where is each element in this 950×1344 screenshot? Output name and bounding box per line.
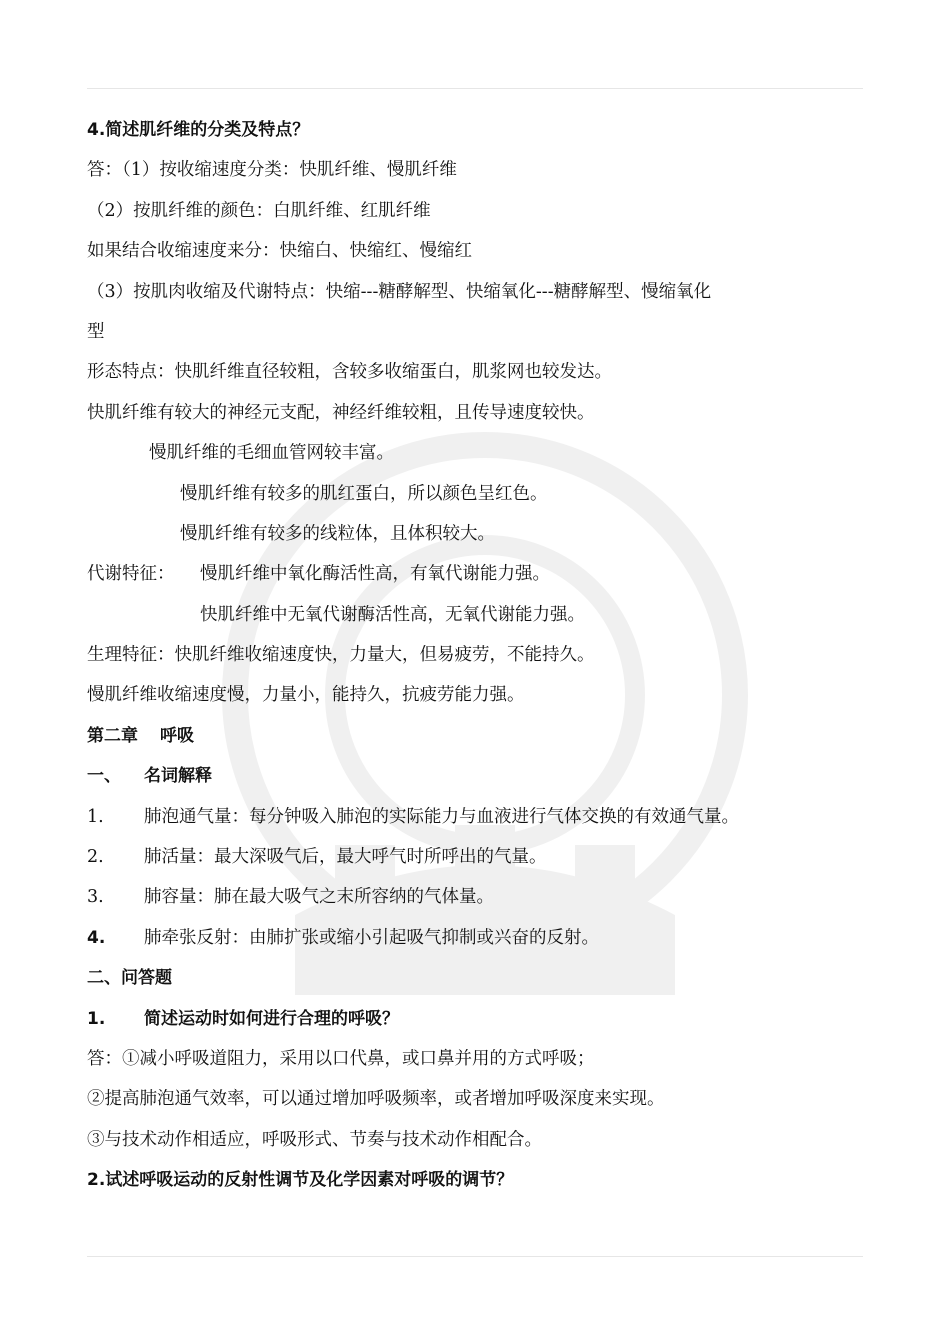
- morphology-line-3: 慢肌纤维的毛细血管网较丰富。: [149, 443, 394, 464]
- footer-rule: [87, 1256, 863, 1257]
- morphology-line-1: 形态特点：快肌纤维直径较粗，含较多收缩蛋白，肌浆网也较发达。: [87, 362, 612, 383]
- physiology-line-1: 生理特征：快肌纤维收缩速度快，力量大，但易疲劳，不能持久。: [87, 645, 595, 666]
- chapter-label: 第二章: [87, 725, 138, 746]
- term-item: [87, 918, 863, 958]
- q1-answer-line-3: ③与技术动作相适应，呼吸形式、节奏与技术动作相配合。: [87, 1129, 542, 1150]
- term-item: [87, 837, 863, 877]
- section-2-heading: 二、问答题: [87, 968, 172, 989]
- term-number: 4.: [87, 927, 106, 948]
- q1-answer-line-1: 答：①减小呼吸道阻力，采用以口代鼻，或口鼻并用的方式呼吸；: [87, 1048, 595, 1069]
- q4-answer-line-1: 答：（1）按收缩速度分类：快肌纤维、慢肌纤维: [87, 160, 457, 181]
- term-item: [87, 877, 863, 917]
- metabolism-text-1: 慢肌纤维中氧化酶活性高，有氧代谢能力强。: [200, 564, 550, 585]
- q4-answer-line-3: 如果结合收缩速度来分：快缩白、快缩红、慢缩红: [87, 241, 472, 262]
- chapter-title: 呼吸: [160, 725, 194, 746]
- metabolism-line-2: 快肌纤维中无氧代谢酶活性高，无氧代谢能力强。: [200, 604, 585, 625]
- q4-answer-line-4-cont: 型: [87, 321, 105, 342]
- section-1-title: 名词解释: [144, 766, 212, 787]
- term-text: 肺活量：最大深吸气后，最大呼气时所呼出的气量。: [144, 847, 547, 868]
- question-4-title: 4.简述肌纤维的分类及特点？: [87, 120, 310, 140]
- question-1-heading: [87, 999, 863, 1039]
- q1-answer-line-2: ②提高肺泡通气效率，可以通过增加呼吸频率，或者增加呼吸深度来实现。: [87, 1089, 665, 1110]
- chapter-heading: [87, 716, 863, 756]
- term-item: [87, 797, 863, 837]
- term-text: 肺牵张反射：由肺扩张或缩小引起吸气抑制或兴奋的反射。: [144, 927, 599, 948]
- question-2-title: 2.试述呼吸运动的反射性调节及化学因素对呼吸的调节？: [87, 1170, 514, 1191]
- section-1-heading: [87, 756, 863, 796]
- section-1-number: 一、: [87, 766, 121, 787]
- morphology-line-2: 快肌纤维有较大的神经元支配，神经纤维较粗，且传导速度较快。: [87, 402, 595, 423]
- q4-answer-line-2: （2）按肌纤维的颜色：白肌纤维、红肌纤维: [87, 200, 431, 221]
- question-1-number: 1.: [87, 1008, 106, 1029]
- header-rule: [87, 88, 863, 89]
- physiology-line-2: 慢肌纤维收缩速度慢，力量小，能持久，抗疲劳能力强。: [87, 685, 525, 706]
- term-number: 2.: [87, 847, 104, 868]
- term-number: 3.: [87, 887, 104, 908]
- term-text: 肺容量：肺在最大吸气之末所容纳的气体量。: [144, 887, 494, 908]
- document-body: [87, 110, 863, 1201]
- q4-answer-line-4: （3）按肌肉收缩及代谢特点：快缩---糖酵解型、快缩氧化---糖酵解型、慢缩氧化: [87, 281, 712, 302]
- question-1-title: 简述运动时如何进行合理的呼吸？: [144, 1008, 399, 1029]
- metabolism-label: 代谢特征：: [87, 564, 175, 585]
- morphology-line-4: 慢肌纤维有较多的肌红蛋白，所以颜色呈红色。: [180, 483, 548, 504]
- term-text: 肺泡通气量：每分钟吸入肺泡的实际能力与血液进行气体交换的有效通气量。: [144, 806, 739, 827]
- term-number: 1.: [87, 806, 104, 827]
- morphology-line-5: 慢肌纤维有较多的线粒体，且体积较大。: [180, 523, 495, 544]
- metabolism-line-1: [87, 554, 863, 594]
